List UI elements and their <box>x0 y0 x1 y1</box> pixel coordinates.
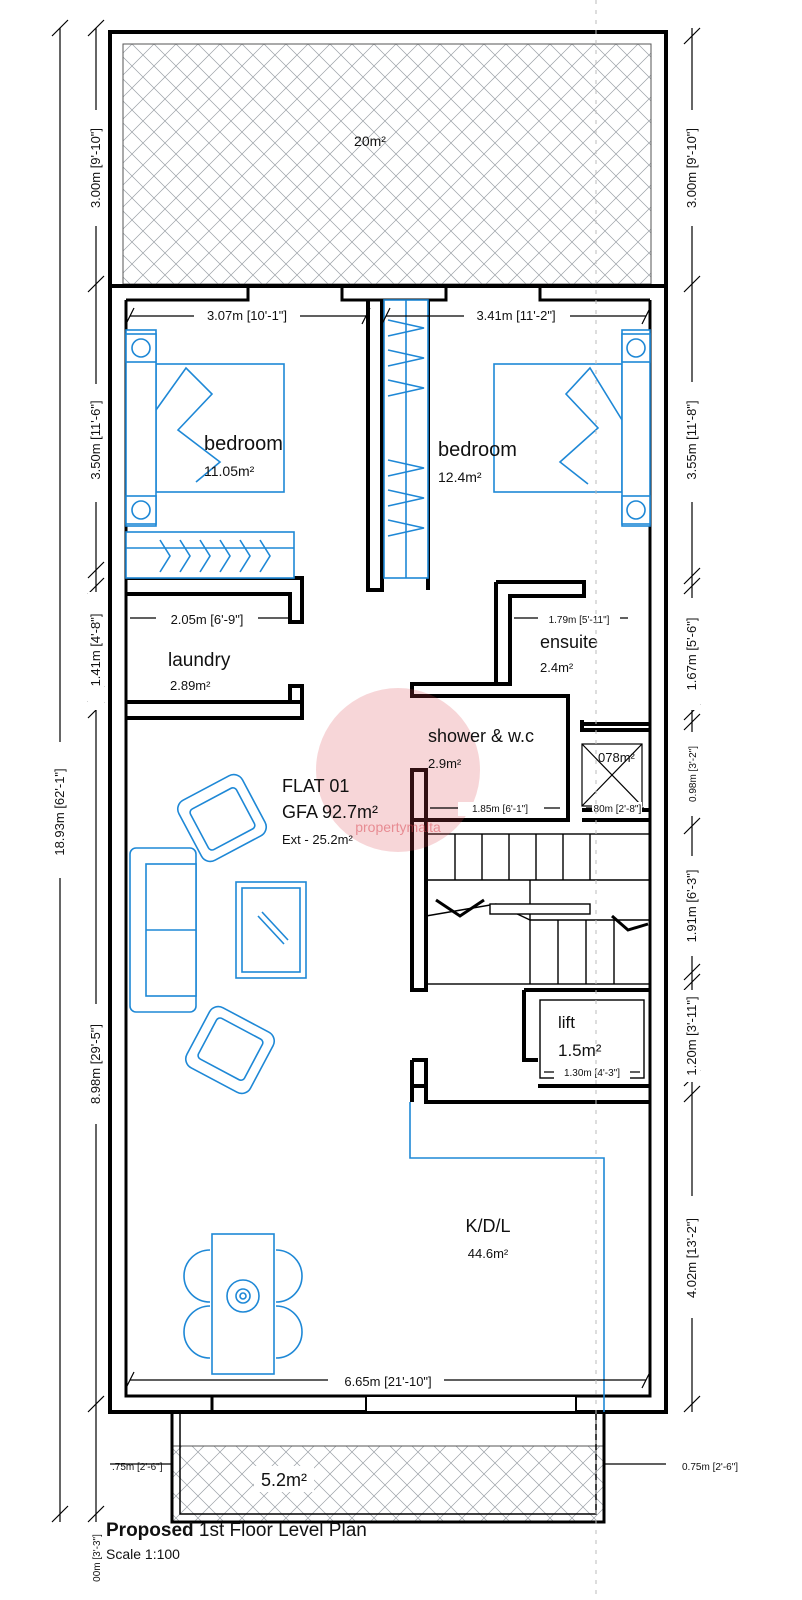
dim-bed-left-width: 3.07m [10'-1"] <box>206 308 288 323</box>
plan-title-bold: Proposed <box>106 1520 194 1541</box>
balcony-hatch <box>172 1446 604 1522</box>
dining-table-icon <box>184 1234 302 1374</box>
laundry-area: 2.89m² <box>170 678 211 693</box>
sofa-icon <box>130 848 196 1012</box>
dim-left-terrace: 3.00m [9'-10"] <box>88 127 103 209</box>
dim-balcony-left: .75m [2'-6"] <box>112 1462 163 1473</box>
coffee-table-icon <box>236 882 306 978</box>
dim-kdl-width: 6.65m [21'-10"] <box>344 1374 432 1389</box>
dim-right-shaft: 0.98m [3'-2"] <box>688 745 699 803</box>
bedroom-right-name: bedroom <box>438 439 517 461</box>
watermark-text: propertymalta <box>355 819 441 835</box>
bedroom-right-area: 12.4m² <box>438 469 482 485</box>
shower-name: shower & w.c <box>428 726 535 746</box>
dim-right-stairs: 1.91m [6'-3"] <box>684 869 699 943</box>
shaft-area: 078m² <box>598 750 635 765</box>
plan-scale: Scale 1:100 <box>106 1546 180 1562</box>
dim-left-laundry: 1.41m [4'-8"] <box>88 613 103 687</box>
ensuite-name: ensuite <box>540 632 599 652</box>
bed-icon <box>126 330 284 526</box>
dim-laundry-width: 2.05m [6'-9"] <box>170 612 244 627</box>
plan-title <box>106 1520 367 1542</box>
dim-shower-width: 1.85m [6'-1"] <box>471 804 529 815</box>
ensuite-area: 2.4m² <box>540 660 574 675</box>
lift-area: 1.5m² <box>558 1041 602 1060</box>
dim-left-bedroom: 3.50m [11'-6"] <box>88 400 103 480</box>
dim-balcony-right: 0.75m [2'-6"] <box>682 1462 739 1473</box>
flat-gfa: GFA 92.7m² <box>282 802 379 822</box>
terrace-area: 20m² <box>354 133 386 149</box>
plan-title-rest: 1st Floor Level Plan <box>193 1520 367 1541</box>
wardrobe-icon <box>384 300 428 578</box>
dim-right-kitchen: 4.02m [13'-2"] <box>684 1217 699 1299</box>
bedroom-left-name: bedroom <box>204 433 283 455</box>
flat-ext: Ext - 25.2m² <box>282 832 353 847</box>
balcony-area: 5.2m² <box>260 1470 308 1490</box>
wardrobe-icon <box>126 532 294 578</box>
dim-right-bedroom: 3.55m [11'-8"] <box>684 400 699 480</box>
dim-right-lift: 1.20m [3'-11"] <box>684 996 699 1076</box>
dim-ensuite-width: 1.79m [5'-11"] <box>548 615 610 626</box>
laundry-name: laundry <box>168 650 231 671</box>
kdl-area: 44.6m² <box>467 1246 509 1261</box>
top-terrace-hatch <box>123 44 651 284</box>
dim-lift-width: 1.30m [4'-3"] <box>563 1068 621 1079</box>
dim-left-bottom: 00m [3'-3"] <box>92 1534 103 1582</box>
bedroom-left-area: 11.05m² <box>204 463 255 479</box>
dim-right-terrace: 3.00m [9'-10"] <box>684 127 699 209</box>
flat-name: FLAT 01 <box>282 776 350 796</box>
dim-shaft-width: .80m [2'-8"] <box>590 804 642 815</box>
shower-area: 2.9m² <box>428 756 462 771</box>
dim-right-ensuite: 1.67m [5'-6"] <box>684 617 699 691</box>
dim-overall-height: 18.93m [62'-1"] <box>52 768 67 856</box>
staircase-icon <box>426 834 650 984</box>
armchair-icon <box>182 1003 277 1097</box>
kdl-name: K/D/L <box>465 1216 511 1236</box>
lift-name: lift <box>558 1013 575 1032</box>
dim-bed-right-width: 3.41m [11'-2"] <box>476 308 556 323</box>
dim-left-living: 8.98m [29'-5"] <box>88 1023 103 1105</box>
title-block <box>106 1520 367 1562</box>
bed-icon <box>494 330 650 526</box>
